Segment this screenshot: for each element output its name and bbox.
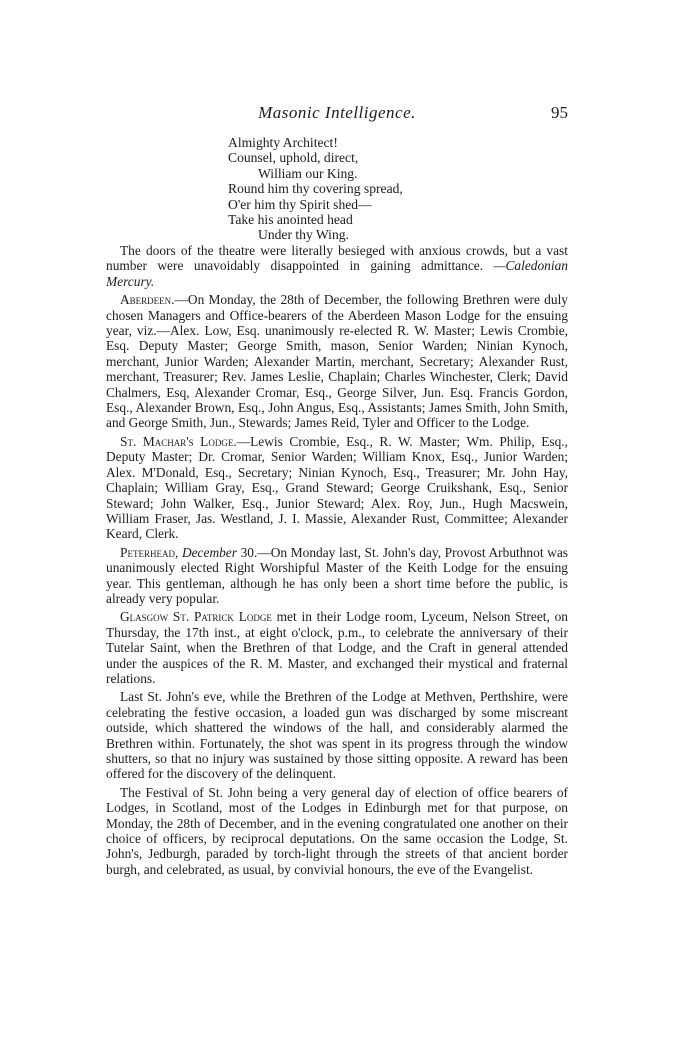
hymn-stanza bbox=[228, 135, 403, 243]
paragraph-text: —Lewis Crombie, Esq., R. W. Master; Wm. Philip, Esq., Deputy Master; Dr. Cromar, Senior Warden; William Knox, Esq., Junior Warden; Alex. M'Donald, Esq., Secretary; Ninian Kynoch, Esq., Treasurer; Mr. John Hay, Chaplain; William Gray, Esq., Grand Steward; George Cruikshank, Esq., Senior Steward; John Walker, Esq., Junior Steward; Alex. Roy, Jun., Hugh Macswein, William Fraser, Jas. Westland, J. I. Massie, Alexander Rust, Committee; Alexander Keard, Clerk. bbox=[106, 433, 568, 542]
section-lead: St. Machar's Lodge. bbox=[120, 433, 237, 449]
poem-line: Under thy Wing. bbox=[258, 227, 349, 243]
article-body bbox=[106, 243, 568, 880]
poem-line: Counsel, uphold, direct, bbox=[228, 150, 359, 166]
running-head: Masonic Intelligence. bbox=[258, 103, 416, 122]
paragraph-theatre bbox=[106, 243, 568, 289]
paragraph-aberdeen bbox=[106, 292, 568, 431]
section-lead: Aberdeen. bbox=[120, 292, 175, 308]
paragraph-text: —On Monday, the 28th of December, the following Brethren were duly chosen Managers and Office-bearers of the Aberdeen Mason Lodge for the ensuing year, viz.—Alex. Low, Esq. unanimously re-elected R. W. Master; Lewis Crombie, Esq. Deputy Master; George Smith, mason, Senior Warden; Ninian Kynoch, merchant, Junior Warden; Alexander Martin, merchant, Secretary; Alexander Rust, merchant, Treasurer; Rev. James Leslie, Chaplain; Charles Winchester, Clerk; David Chalmers, Esq, Alexander Cromar, Esq., George Silver, Jun. Esq. Francis Gordon, Esq., Alexander Brown, Esq., John Angus, Esq., Assistants; James Smith, John Smith, and George Smith, Jun., Stewards; James Reid, Tyler and Officer to the Lodge. bbox=[106, 292, 568, 431]
poem-line: Round him thy covering spread, bbox=[228, 181, 403, 197]
section-lead: Peterhead, bbox=[120, 544, 179, 560]
paragraph-text: Last St. John's eve, while the Brethren of the Lodge at Methven, Perthshire, were celebrating the festive occasion, a loaded gun was discharged by some miscreant outside, which shattered the windows of the hall, and considerably alarmed the Brethren within. Fortunately, the shot was spent in its progress through the window shutters, so that no injury was sustained by those sitting opposite. A reward has been offered for the discovery of the delinquent. bbox=[106, 689, 568, 782]
section-lead: Glasgow St. Patrick Lodge bbox=[120, 609, 272, 625]
paragraph-text: 30.—On Monday last, St. John's day, Provost Arbuthnot was unanimously elected Right Worshipful Master of the Keith Lodge for the ensuing year. This gentleman, although he has only been a short time before the public, is already very popular. bbox=[106, 544, 568, 606]
page-header bbox=[106, 103, 568, 125]
poem-line: Take his anointed head bbox=[228, 212, 353, 228]
paragraph-text: The doors of the theatre were literally besieged with anxious crowds, but a vast number were unavoidably disappointed in gaining admittance. bbox=[106, 243, 568, 274]
poem-line: William our King. bbox=[258, 165, 358, 181]
poem-line: O'er him thy Spirit shed— bbox=[228, 196, 372, 212]
source-citation: —Caledonian Mercury. bbox=[106, 258, 568, 289]
date-month: December bbox=[181, 544, 237, 560]
paragraph-st-machar bbox=[106, 434, 568, 542]
paragraph-text: met in their Lodge room, Lyceum, Nelson Street, on Thursday, the 17th inst., at eight o'clock, p.m., to celebrate the anniversary of their Tutelar Saint, when the Brethren of that Lodge, and the Craft in general attended under the auspices of the R. M. Master, and exchanged their mystical and fraternal relations. bbox=[106, 609, 568, 686]
poem-line: Almighty Architect! bbox=[228, 135, 338, 150]
page-number: 95 bbox=[551, 103, 568, 122]
paragraph-text: The Festival of St. John being a very general day of election of office bearers of Lodges, in Scotland, most of the Lodges in Edinburgh met for that purpose, on Monday, the 28th of December, and in the evening congratulated one another on their choice of officers, by reciprocal deputations. On the same occasion the Lodge, St. John's, Jedburgh, paraded by torch-light through the streets of that ancient border burgh, and celebrated, as usual, by convivial honours, the eve of the Evangelist. bbox=[106, 784, 568, 877]
paragraph-glasgow bbox=[106, 609, 568, 686]
paragraph-methven bbox=[106, 689, 568, 781]
paragraph-peterhead bbox=[106, 545, 568, 607]
paragraph-festival bbox=[106, 785, 568, 877]
